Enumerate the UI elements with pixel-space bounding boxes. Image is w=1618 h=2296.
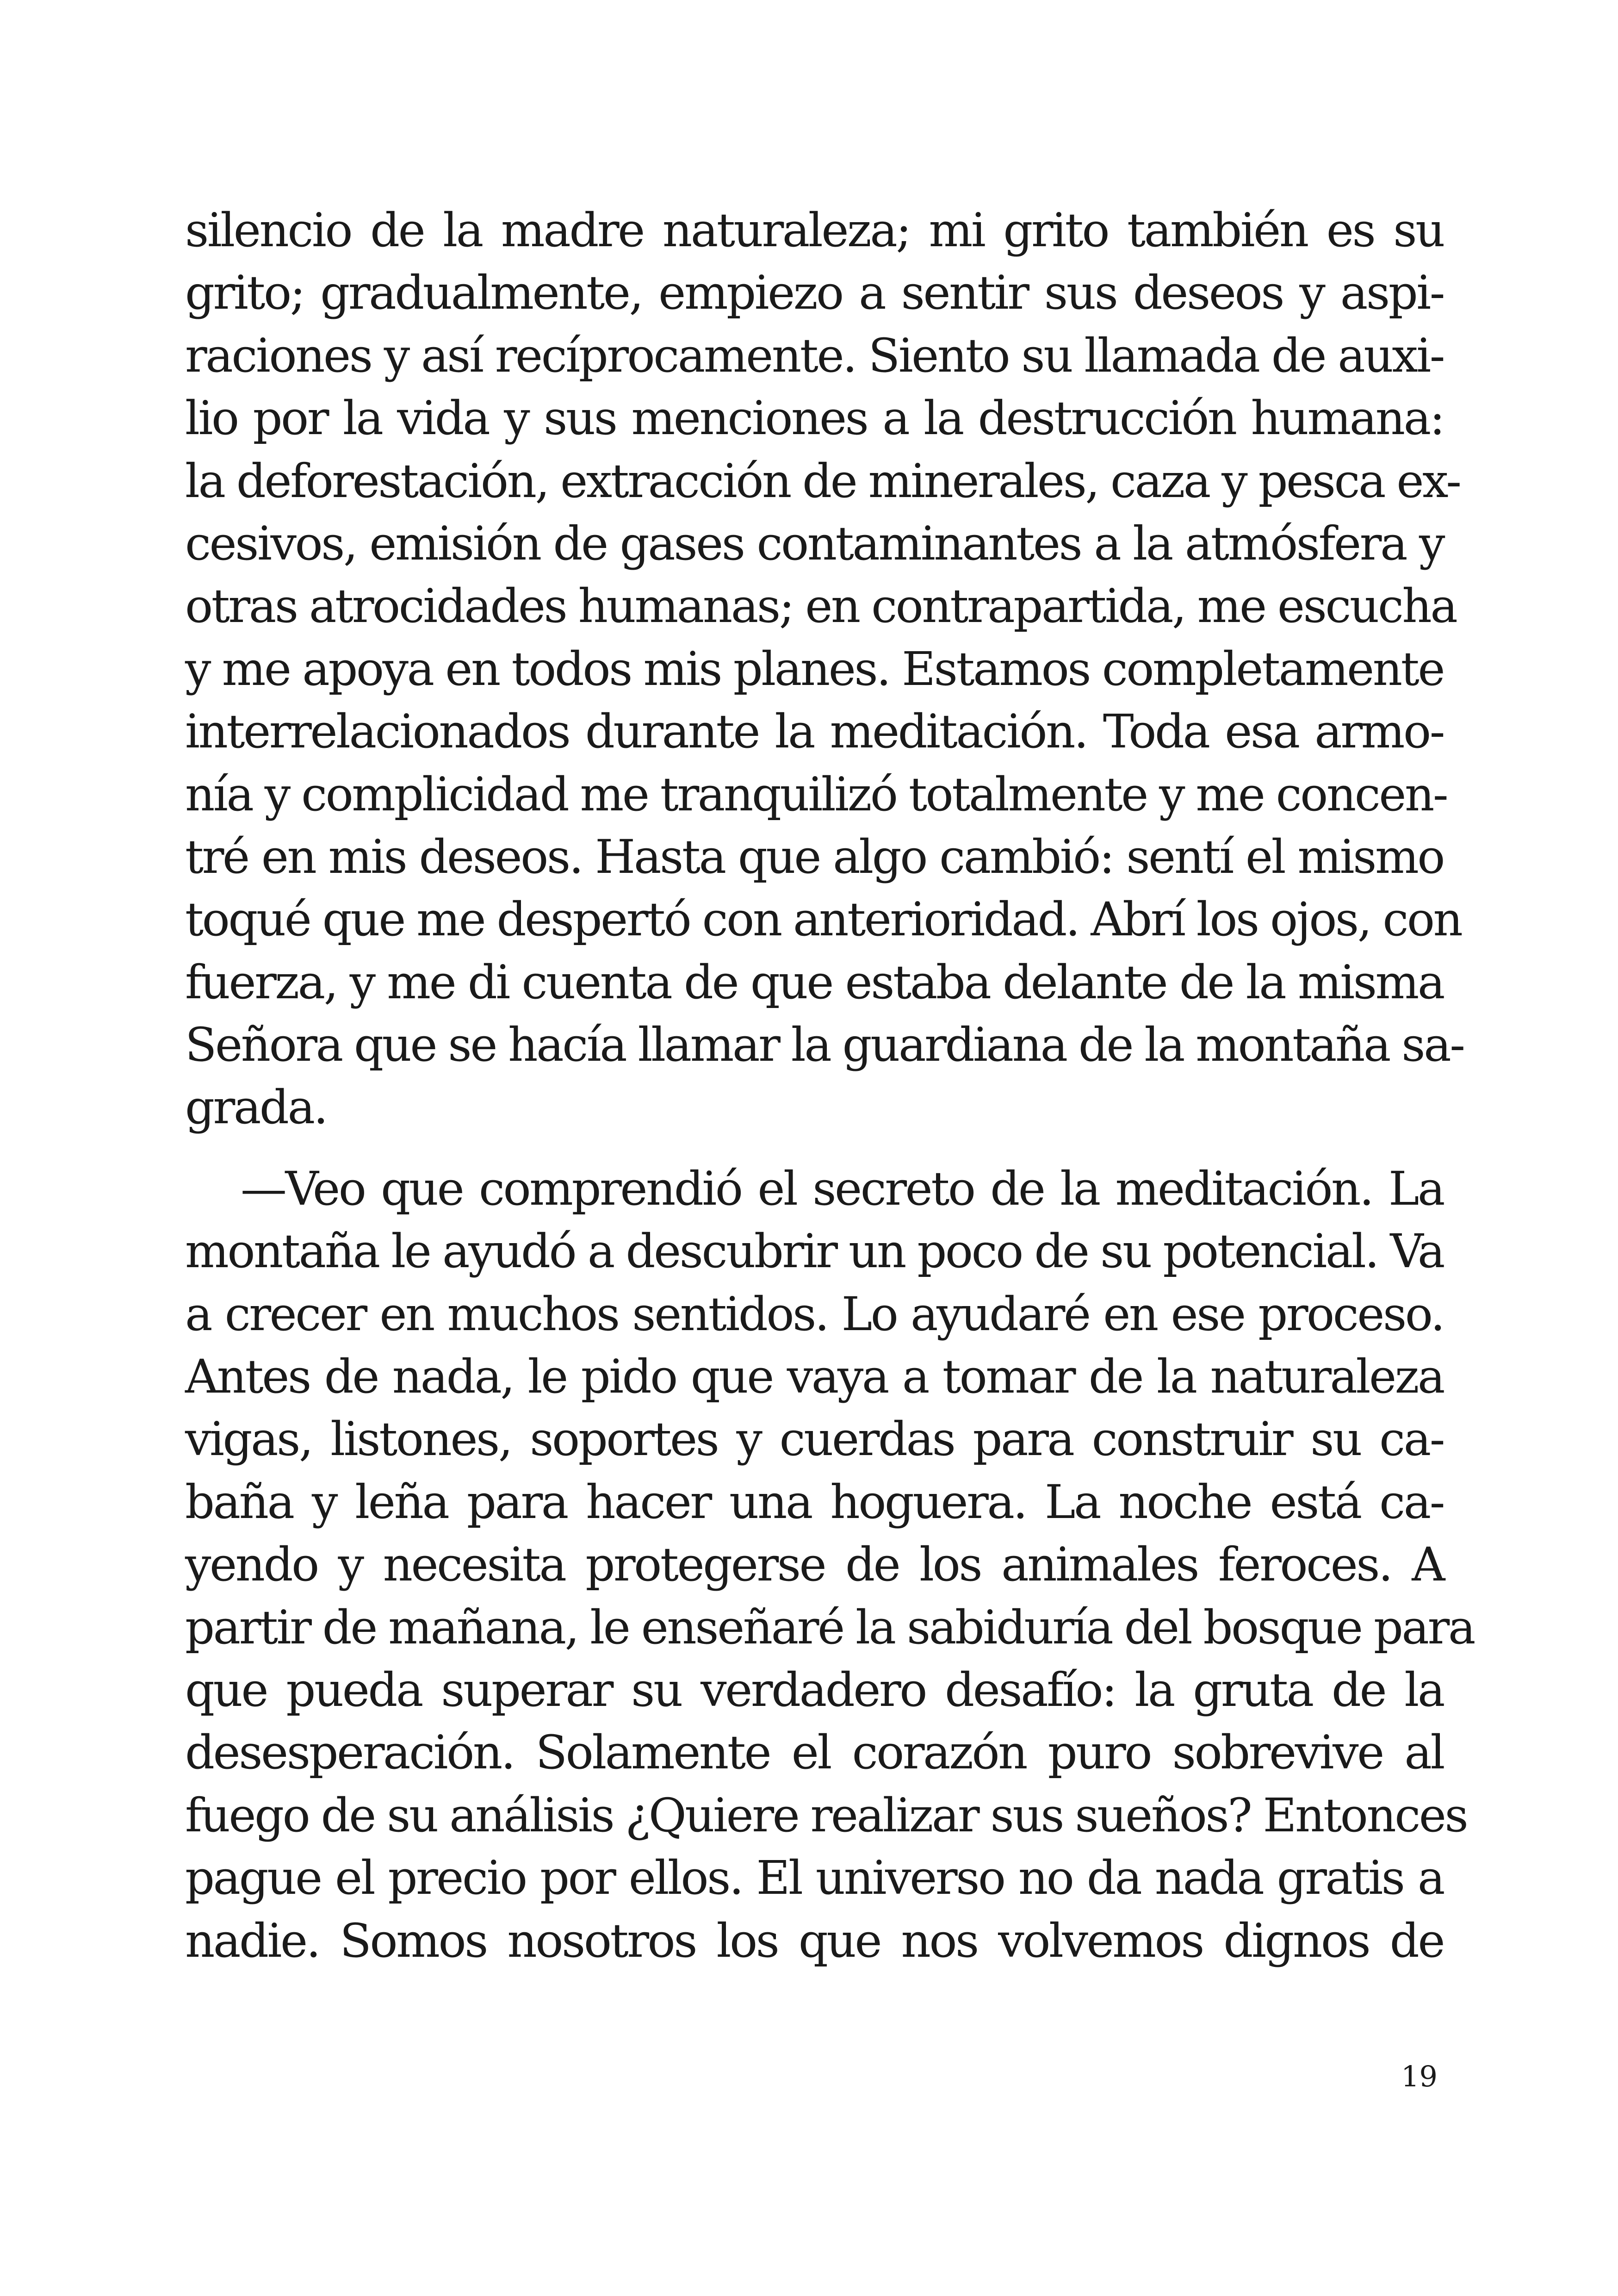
text-line: grada. <box>185 1080 327 1135</box>
paragraph-1 <box>185 199 1464 1139</box>
text-line: Antes de nada, le pido que vaya a tomar de la naturaleza <box>185 1350 1444 1404</box>
text-line: —Veo que comprendió el secreto de la meditación. La <box>241 1161 1444 1216</box>
text-line: vigas, listones, soportes y cuerdas para construir su ca- <box>185 1412 1444 1467</box>
text-line: interrelacionados durante la meditación. Toda esa armo- <box>185 704 1444 759</box>
page-number: 19 <box>1401 2060 1438 2093</box>
text-line: a crecer en muchos sentidos. Lo ayudaré en ese proceso. <box>185 1287 1444 1341</box>
text-line: la deforestación, extracción de minerales, caza y pesca ex- <box>185 454 1460 508</box>
text-line: nadie. Somos nosotros los que nos volvemos dignos de <box>185 1913 1444 1968</box>
text-line: partir de mañana, le enseñaré la sabiduría del bosque para <box>185 1600 1474 1655</box>
text-line: Señora que se hacía llamar la guardiana de la montaña sa- <box>185 1018 1464 1072</box>
text-line: silencio de la madre naturaleza; mi grito también es su <box>185 203 1444 257</box>
paragraph-gap <box>185 1139 1444 1157</box>
text-line: que pueda superar su verdadero desafío: la gruta de la <box>185 1662 1444 1717</box>
text-line: nía y complicidad me tranquilizó totalmente y me concen- <box>185 767 1447 821</box>
text-line: otras atrocidades humanas; en contrapartida, me escucha <box>185 579 1457 634</box>
paragraph-2 <box>185 1157 1474 1972</box>
text-line: yendo y necesita protegerse de los animales feroces. A <box>185 1537 1444 1592</box>
text-line: fuerza, y me di cuenta de que estaba delante de la misma <box>185 955 1444 1009</box>
text-line: baña y leña para hacer una hoguera. La noche está ca- <box>185 1475 1444 1529</box>
text-line: y me apoya en todos mis planes. Estamos completamente <box>185 641 1444 696</box>
text-line: raciones y así recíprocamente. Siento su llamada de auxi- <box>185 328 1444 383</box>
text-line: cesivos, emisión de gases contaminantes a la atmósfera y <box>185 516 1444 571</box>
text-line: pague el precio por ellos. El universo no da nada gratis a <box>185 1851 1444 1905</box>
text-line: grito; gradualmente, empiezo a sentir sus deseos y aspi- <box>185 266 1444 320</box>
text-line: toqué que me despertó con anterioridad. Abrí los ojos, con <box>185 892 1462 947</box>
text-line: montaña le ayudó a descubrir un poco de su potencial. Va <box>185 1224 1444 1279</box>
text-line: lio por la vida y sus menciones a la destrucción humana: <box>185 391 1444 446</box>
text-line: desesperación. Solamente el corazón puro sobrevive al <box>185 1725 1444 1780</box>
text-line: tré en mis deseos. Hasta que algo cambió: sentí el mismo <box>185 829 1444 884</box>
text-line: fuego de su análisis ¿Quiere realizar sus sueños? Entonces <box>185 1788 1467 1842</box>
body-text <box>185 199 1474 1972</box>
